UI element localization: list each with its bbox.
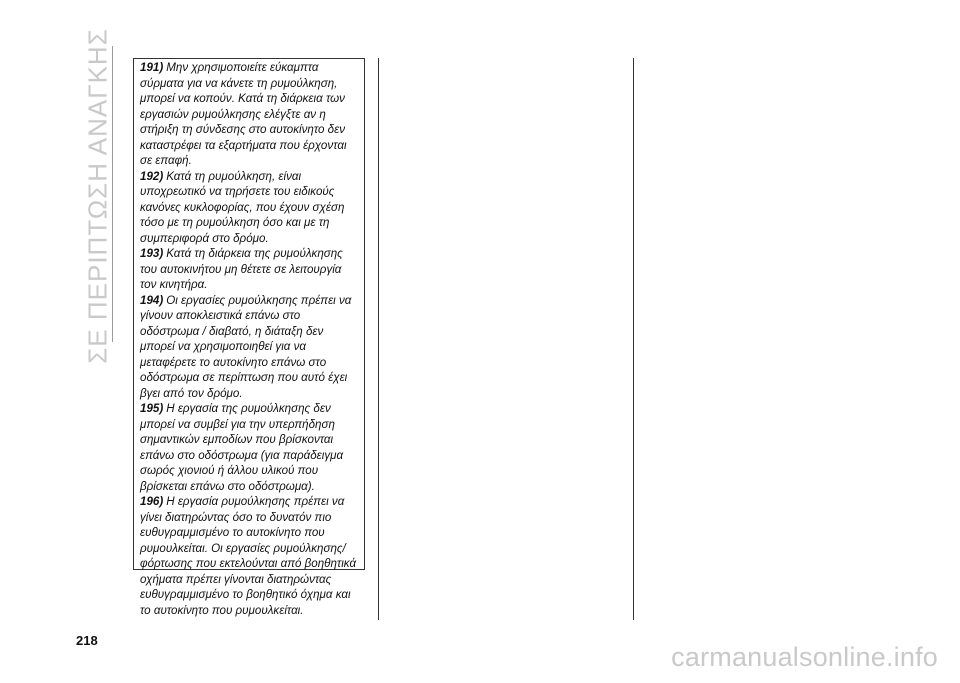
warning-text: Κατά τη διάρκεια της ρυμούλκησης του αυτοκινήτου μη θέτετε σε λειτουργία τον κινητήρα.: [140, 247, 343, 291]
warning-text: Η εργασία της ρυμούλκησης δεν μπορεί να συμβεί για την υπερπήδηση σημαντικών εμποδίων που βρίσκονται επάνω στο οδόστρωμα (για παράδειγμα σωρός χιονιού ή άλλου υλικού που βρίσκεται επάνω στο οδόστρωμα).: [140, 402, 344, 493]
warning-number: 196): [140, 495, 164, 508]
section-divider: [112, 46, 113, 342]
page-number: 218: [76, 633, 98, 648]
warning-number: 192): [140, 169, 164, 183]
section-title: ΣΕ ΠΕΡΙΠΤΩΣΗ ΑΝΑΓΚΗΣ: [82, 28, 113, 364]
warning-item: [140, 401, 358, 494]
warning-text: Κατά τη ρυμούλκηση, είναι υποχρεωτικό να τηρήσετε του ειδικούς κανόνες κυκλοφορίας, που έχουν σχέση τόσο με τη ρυμούλκηση όσο και με τη συμπεριφορά στο δρόμο.: [140, 169, 345, 245]
warnings-box: [133, 58, 365, 617]
warning-number: 194): [140, 293, 164, 307]
column-divider-right: [633, 58, 634, 620]
warning-number: 195): [140, 402, 164, 415]
warning-number: 193): [140, 247, 164, 260]
warning-item: [140, 169, 358, 247]
warning-text: Η εργασία ρυμούλκησης πρέπει να γίνει διατηρώντας όσο το δυνατόν πιο ευθυγραμμισμένο το αυτοκίνητο που ρυμουλκείται. Οι εργασίες ρυμούλκησης/φόρτωσης που εκτελούνται από βοηθητικά οχήματα πρέπει γίνονται διατηρώντας ευθυγραμμισμένο το βοηθητικό όχημα και το αυτοκίνητο που ρυμουλκείται.: [140, 495, 357, 617]
warning-item: [140, 494, 358, 618]
warning-text: Μην χρησιμοποιείτε εύκαμπτα σύρματα για να κάνετε τη ρυμούλκηση, μπορεί να κοπούν. Κατά τη διάρκεια των εργασιών ρυμούλκησης ελέγξτε αν η στήριξη τη σύνδεσης στο αυτοκίνητο δεν καταστρέφει τα εξαρτήματα που έρχονται σε επαφή.: [140, 61, 347, 167]
warning-number: 191): [140, 61, 164, 74]
warning-item: [140, 293, 358, 402]
column-divider-left: [378, 58, 379, 620]
warning-text: Οι εργασίες ρυμούλκησης πρέπει να γίνουν αποκλειστικά επάνω στο οδόστρωμα / διαβατό, η διάταξη δεν μπορεί να χρησιμοποιηθεί για να μεταφέρετε το αυτοκίνητο επάνω στο οδόστρωμα σε περίπτωση που αυτό έχει βγει από τον δρόμο.: [140, 293, 352, 400]
watermark: carmanualsonline.info: [671, 642, 938, 672]
warning-item: [140, 60, 358, 169]
warning-item: [140, 246, 358, 293]
